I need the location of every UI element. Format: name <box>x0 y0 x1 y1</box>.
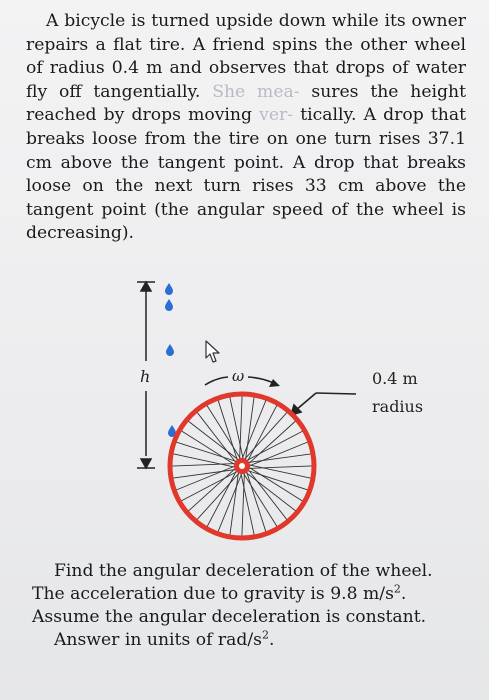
radius-word-label: radius <box>372 397 424 416</box>
gravity-exponent: 2 <box>393 582 401 596</box>
question-line-1: Find the angular deceleration of the wheel. <box>54 561 433 581</box>
problem-text-part2: sures the height reached by drops moving <box>26 81 467 126</box>
mouse-cursor-icon <box>206 341 219 362</box>
question-line-4 <box>32 629 462 652</box>
height-label: h <box>140 367 151 386</box>
water-drop-icon <box>166 344 174 356</box>
radius-pointer <box>291 393 356 415</box>
units-text: Answer in units of rad/s <box>54 630 262 650</box>
wheel-figure <box>120 278 460 548</box>
omega-label: ω <box>232 367 245 385</box>
gravity-period: . <box>400 584 407 604</box>
wheel-spoke <box>249 442 308 466</box>
water-drop-icon <box>165 283 173 295</box>
water-drop-icon <box>165 299 173 311</box>
problem-text-part1: A bicycle is turned upside down while its owner repairs a flat tire. A friend spins the other wheel of radius 0.4 m and observes that drops of water fly off tangentially. <box>26 11 466 102</box>
problem-text-part3: tically. A drop that breaks loose from the tire on one turn rises 37.1 cm above the tangent point. A drop that breaks loose on the next turn rises 33 cm above the tangent point (the angular speed of the wheel is decreasing). <box>26 105 466 244</box>
gravity-text: The acceleration due to gravity is 9.8 m/s <box>32 584 394 604</box>
problem-paragraph <box>26 10 466 246</box>
wheel-spoke <box>242 400 266 459</box>
wheel-axle <box>239 463 245 469</box>
bicycle-wheel <box>170 394 314 538</box>
radius-value-label: 0.4 m <box>372 369 418 388</box>
units-exponent: 2 <box>261 628 269 642</box>
question-line-3: Assume the angular deceleration is constant. <box>32 607 427 627</box>
problem-statement <box>26 10 466 246</box>
water-drops <box>165 283 176 437</box>
question-block <box>32 560 462 652</box>
wheel-spoke <box>176 466 235 490</box>
problem-faded-text-2: ver- <box>259 105 294 126</box>
units-period: . <box>268 630 275 650</box>
wheel-spoke <box>218 473 242 532</box>
problem-faded-text-1: She mea- <box>212 81 300 102</box>
question-line-2 <box>32 583 462 606</box>
